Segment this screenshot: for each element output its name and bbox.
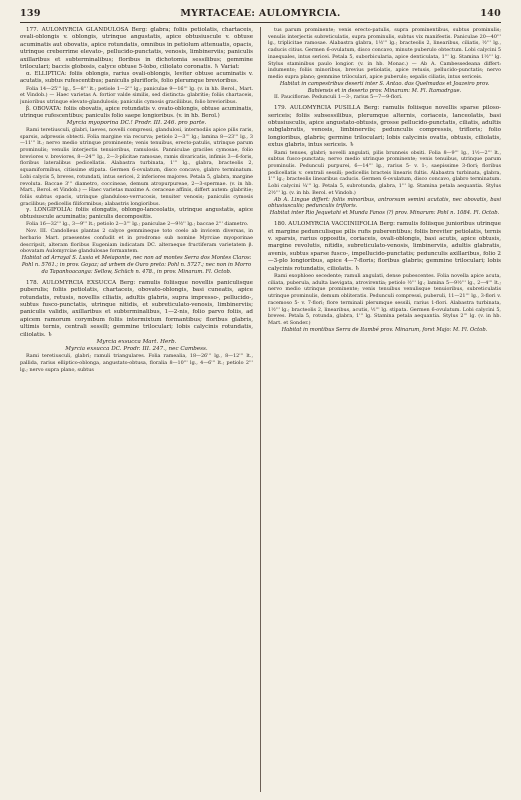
paragraph-small: Nov. III. Candolleus plantas 2 calyce gemmineque toto coelo ab invicem diversas, in herbario Mart. praesentes confudit et in prodromo sub nomine Myrciae myoporinae descripsit, alteram floribus Eugeniam indicatam DC. alteraeque fructiferam varietatem β. obovatam Aulomyrciae glandulosae formantem. — [20, 228, 253, 255]
paragraph-ital: Habitat in montibus Serra de Itambé prov. Minarum, forst Majo: M. Fl. Octob. — [281, 326, 488, 333]
running-header — [20, 6, 501, 20]
paragraph-var: β. OBOVATA: foliis obovatis, apice rotundatis v. ovato-oblongis, obtuse acuminatis, utrinque rufescentibus; paniculis folio saepe longioribus. (v. in hb. Berol.) — [20, 105, 253, 119]
left-column — [20, 27, 253, 792]
paragraph-small: II. Pauciflorae. Pedunculi 1—3-, rarius 5—7—9-flori. — [274, 94, 403, 101]
header-rule — [20, 22, 501, 23]
right-column — [268, 27, 501, 792]
page-number-right: 140 — [480, 7, 501, 19]
paragraph-small: Rami teretiusculi, glabri; ramuli triangulares. Folia ramealia, 18—26''' lg., 8—12''' lt., pallida, rarius elliptico-oblonga, angustato-obtusa, floralia 8—10''' lg., 4—6''' lt.; petiolo 2''' lg.; nervo supra plano, subtus — [20, 353, 253, 373]
paragraph-small: Rami tenues, glabri; novelli angulati, pilis brunneis obsiti. Folia 8—9''' lg., 1½—2''' lt., subtus fusco-punctata; nervo medio utrinque prominente; venis tenuibus, utrinque parum prominulis. Pedunculi purpurei, 6—14''' lg., rarius 5- v. 1-, saepissime 3-flori; floribus pedicellatis v. centrali sessili; pedicellis bracteis linearis fultis. Alabastra turbinata, glabra, 1''' lg.; bracteolis linearibus caducis. Germen 6-ovulatum, disco concavo, glabro terminatum. Lobi calycini ¼''' lg. Petala 5, subrotunda, glabra, 1''' lg. Stamina petala aequantia. Stylus 2½''' lg. (v. in hb. Berol. et Vindob.) — [268, 149, 501, 196]
paragraph-ital-l: Ab A. Lingue differt: foliis minoribus, antrorsum semini acutatis, nec obovatis, basi obtusiusculis; pedunculis trifloris. — [268, 196, 501, 210]
paragraph-small: Folia 16—32''' lg., 3—9''' lt.; petiolo 2—3''' lg.; paniculae 2—9½'' lg.; baccae 2''' diametro. — [26, 221, 249, 228]
paragraph-var: α. ELLIPTICA: foliis oblongis, rarius ovali-oblongis, leviter obtuse acuminatis v. acutatis, subtus rufescentibus; paniculis pluriflorls, folio plerumque brevioribus. — [20, 71, 253, 85]
paragraph-species: 178. AULOMYRCIA EXSUCCA Berg: ramulis foliisque novellis paniculisque puberulis; foliis petiolatis, chartaceis, obovato-oblongis, basi cuneatis, apice rotundatis, retusis, novellis ciliatis, adultis glabris, supra impresso-, pellucido-, subtus fusco-punctatis, utrinque nitidis, et subreticulato-venosis, limbinerviis; paniculis validis, axillaribus et subterminalibus, 1—2-nis, folio parvo foliis, ad apicem ramorum corymbum foliis intermixtum formantibus; floribus glabris, ultimis ternis, centrali sessili; gemmine triloculari; lobis calycinis rotundatis, ciliolatis. ♄ — [20, 279, 253, 338]
paragraph-syn: Myrcia myoporina DC.! Prodr. III. 246. pro parte. — [66, 119, 207, 126]
column-divider — [260, 27, 261, 792]
paragraph-small: tus parum prominente; venis erecto-patulis, supra prominentibus, subtus prominulis; venulis interjectis subreticulatis, supra prominulis, subtus vix manifestis. Paniculae 20—40''' lg., triplicitae ramosae. Alabastra glabra, 1½''' lg.; bracteolis 2, linearibus, ciliatis, ½''' lg., caducis citius. Germen 6-ovulatum, disco concavo, minute puberulo obtectum. Lobi calycini 5 inaequales, intus sericei. Petala 5, suborbicularia, apice denticulata, 1''' lg. Stamina 1½''' lg. Stylus staminibus paulo longior. (v. in hb. Monac.) — Ab A. Cambessedeana differt: indumento; foliis minoribus, brevius petiolatis, apice retusis, pellucido-punctatis; nervo medio supra plano; gemmine triloculari, apice puberulo; sepalis ciliatis, intus sericeis. — [268, 27, 501, 80]
paragraph-species: 179. AULOMYRCIA PUSILLA Berg: ramulis foliisque novellis sparse piloso-sericeis; foliis subsessilibus, plerumque alternis, coriaceis, lanceolatis, basi obtusiusculis, apice angustato-obtusis, grosse pellucido-punctatis, ciliatis, adultis subglabratis, venosis, limbinerviis; pedunculis compressis, trifloris; folio longioribus, glabris; germine triloculari; lobis calycinis ovatis, obtusis, ciliolatis, extus glabris, intus sericeis. ♄ — [268, 105, 501, 149]
paragraph-ital: Habitat in campestribus deserti inter S. Antao. das Quelmadas et Joazeiro prov. Bahiensis et in deserto prov. Minarum: M. Fl. Itamadrgue. — [279, 80, 490, 94]
family-title: MYRTACEAE: AULOMYRCIA. — [180, 7, 341, 19]
paragraph-small: Folia 14—25''' lg., 5—8''' lt.; petiole 1—2''' lg.; paniculae 9—16''' lg. (v. in hb. Berol., Mart. et Vindob.) — Haec varietas A. fortior valde similis, sed distincta: glabritie; foliis chartaceis, junioribus utrinque elevato-glandulosis; paniculis cymosis graciliibus, folio brevioribus. — [20, 85, 253, 105]
paragraph-var: γ. LONGIFOLIA: foliis elongatis, oblongo-lanceolatis, utrinque angustatis, apice obtusiuscule acuminatis; paniculis decompositis. — [20, 207, 253, 221]
paragraph-syn: Myrcia exsucca Mart. Herb. — [96, 338, 177, 345]
page-number-left: 139 — [20, 7, 41, 19]
paragraph-ital: Habitat ad Arrayal S. Lusia et Meiaponte, nec non ad montes Serra dos Montes Claros: Pohl n. 5761.; in prov. Goyaz; ad urbem de Ouro preto: Pohl n. 5727.; nec non in Morro da Tapanhoacanga: Sellow, Schüch n. 478., in prov. Minarum. Fl. Octob. — [21, 254, 252, 275]
paragraph-species: 180. AULOMYRCIA VACCINIIFOLIA Berg: ramulis foliisque junioribus utrinque et margine pedunculisque pilis rufis puberentibus; foliis breviter petiolatis, ternis v. sparsis, rarius oppositis, coriaceis, ovali-oblongis, basi acutis, apice obtusis, margine revolutis, nitidis, subreticulato-venosis, limbinerviis, adultis glabratis, avenis, subtus sparse fusco-, impellucido-punctatis; pedunculis axillaribus, folio 2—3-plo longioribus, apice 4—7-floris; floribus glabris; gemmine triloculari; lobis calycinis rotundatis, ciliolatis. ♄ — [268, 221, 501, 272]
paragraph-small: Rami exophloeo secedente; ramuli angulati, dense pubescentes. Folia novella apice acuta, ciliata, puberula, adulta laevigata, atrovirentia; petiolo ½''' lg.; lamina 5—9½''' lg., 2—4''' lt.; nervo medio utrinque prominente; venis tenuibus venulisque tenuioribus, subreticulatis utrinque prominulis, demum obliteratis. Pedunculi compressi, puberuli, 11—21''' lg., 3-flori v. racemoso 5- v. 7-flori; flore terminali plerumque sessili, rarius 1-flori. Alabastra turbinata, 1½''' lg.; bracteolis 2, linearibus, acutis, ½''' lg. stipata. Germen 6-ovulatum. Lobi calycini 5, breves. Petala 5, rotunda, glabra, 1''' lg. Stamina petala aequantia. Stylus 2''' lg. (v. in hb. Mart. et Sonder.) — [268, 273, 501, 326]
paragraph-species: 177. AULOMYRCIA GLANDULOSA Berg: glabra; foliis petiolatis, chartaceis, ovali-oblongis v. oblongis, utrinque angustatis, apice obtusiuscule v. obtuse acuminatis aut obovatis, apice rotundatis, omnibus in petiolum attenuatis, opacis, utrinque creberrime elevato-, pellucido-punctatis, venosis, limbinerviis; paniculis axillaribus et subterminalibus; floribus in dichotomia sessilibus; gemmine triloculari; baccis globosis, calyce obtuse 5-lobo, ciliolato coronatis. ♄ Variat: — [20, 27, 253, 71]
paragraph-small: Rami teretiusculi, glabri, laeves, novelli compressi, glandulosi, internodiis apice pilis raris, sparsis, adpressis obtecti. Folia margine via recurva; petiolo 2—3''' lg.; lamina 8—23''' lg., 3—11''' lt.; nervo medio utrinque prominente; venis tenuibus, erecto-patulis, utrinque parum prominulis; venulis interjectis tenuioribus, ramulosis. Panniculae graciles cymosae, folio breviores v. breviores, 8—24''' lg., 2—3-plicitae ramosae, ramis divaricatis, infimis 3—6-foris, floribus lateralibus pedicellatis. Alabastra turbinata, 1''' lg., glabra, bracteolis 2, squamiformibus, citissime stipata. Germen 6-ovulatum, disco concavo, glabro terminatum. Lobi calycis 5, breves, rotundati, intus sericei, 2 inferiores majores. Petala 5, glabra, margine revoluta. Baccae 3''' diametro, coccineae, demum atropurpureae, 2—3-spermae. (v. in hb. Mart., Berol. et Vindob.) — Haec varietas maxime A. ceraceae affinis, differt autem: glabritie; foliis subtus opacis, utrinque glanduloso-verrucosis, tenuiter venosis; paniculis cymosis gracilibus; pedicellis filiformibus; alabastris longioribus. — [20, 126, 253, 207]
paragraph-ital: Habitat inter Rio Jequetahi et Munda Fanos (?) prov. Minarum: Pohl n. 1084. Fl. Octob. — [269, 210, 500, 217]
paragraph-syn: Myrcia exsucca DC. Prodr. III. 247., nec Cambess. — [65, 346, 208, 353]
